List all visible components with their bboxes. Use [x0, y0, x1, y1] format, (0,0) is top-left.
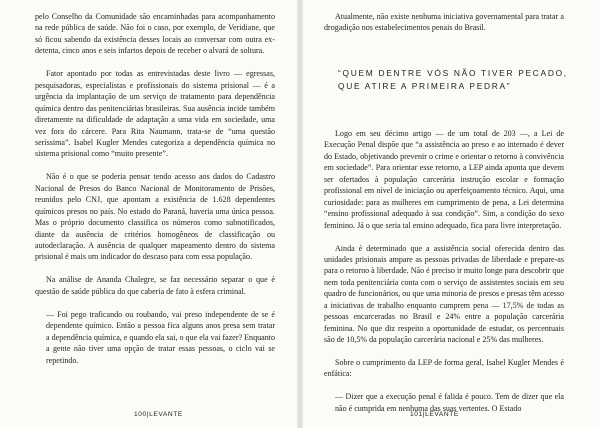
paragraph: Não é o que se poderia pensar tendo acesso aos dados do Cadastro Nacional de Presos do Banco Nacional de Monitoramento de Prisões, reunidos pelo CNJ, que apontam a existência de 1.628 dependentes químicos presos no país. No estado do Paraná, haveria uma única pessoa. Mas o próprio documento classifica os números como subnotificados, diante da ausência de critérios homogêneos de classificação ou autodeclaração. A ausência de qualquer mapeamento dentro do sistema prisional é mais um indicador do descaso para com essa população. [35, 172, 275, 262]
paragraph: Sobre o cumprimento da LEP de forma geral, Isabel Kugler Mendes é enfática: [324, 358, 564, 379]
quote-paragraph: — Foi pego traficando ou roubando, vai preso independente de se é dependente químico. Então a pessoa fica alguns anos presa sem tratar a dependência química, e quando ela sai, o que ela vai fazer? Enquanto a gente não tiver uma opção de tratar essas pessoas, o ciclo vai se repetindo. [46, 309, 275, 365]
left-page-text [35, 11, 275, 366]
paragraph: Atualmente, não existe nenhuma iniciativa governamental para tratar a drogadição nos estabelecimentos penais do Brasil. [324, 12, 564, 33]
right-page-text [324, 128, 564, 414]
left-page-footer: 100|LEVANTE [134, 411, 183, 418]
paragraph: pelo Conselho da Comunidade são encaminhadas para acompanhamento na rede pública de saúde. Não foi o caso, por exemplo, de Veridiane, que só ficou sabendo da existência desses locais ao conversar com outra ex-detenta, cinco anos e seis infartos depois de receber o alvará de soltura. [35, 12, 275, 56]
page-gutter [297, 0, 303, 428]
right-page-footer: 101|LEVANTE [410, 411, 459, 418]
right-page-intro [324, 11, 564, 34]
paragraph: Fator apontado por todas as entrevistadas deste livro — egressas, pesquisadoras, especialistas e profissionais do sistema prisional — é a urgência da implantação de um serviço de tratamento para dependência química dentro das penitenciárias brasileiras. Sua ausência incide também diretamente na dificuldade de adaptação a uma vida em sociedade, uma vez fora do cárcere. Para Rita Naumann, trata-se de “uma questão seríssima”. Isabel Kugler Mendes categoriza a dependência química no sistema prisional como “muito presente”. [35, 69, 275, 159]
paragraph: Logo em seu décimo artigo — de um total de 203 —, a Lei de Execução Penal dispõe que “a assistência ao preso e ao internado é dever do Estado, objetivando prevenir o crime e orientar o retorno à convivência em sociedade”. Para orientar esse retorno, a LEP ainda aponta que devem ser ofertados à população carcerária instrução escolar e formação profissional em nível de iniciação ou aperfeiçoamento técnico. Aqui, uma curiosidade: para as mulheres em cumprimento de pena, a Lei determina “ensino profissional adequado à sua condição”. Sim, a condição do sexo feminino. Já o que seria tal ensino adequado, fica para livre interpretação. [324, 129, 564, 230]
paragraph: Ainda é determinado que a assistência social oferecida dentro das unidades prisionais ampare as pessoas privadas de liberdade e prepare-as para o retorno à liberdade. Não é preciso ir muito longe para descobrir que nem toda penitenciária conta com o serviço de assistentes sociais em seu quadro de funcionários, ou que uma minoria de presos e presas têm acesso a iniciativas de trabalho enquanto cumprem pena — 17,5% de todas as pessoas encarceradas no Brasil e 24% entre a população carcerária feminina. No que diz respeito a oportunidade de estudar, os percentuais são de 10,5% da população carcerária nacional e 25% das mulheres. [324, 243, 564, 345]
quote-paragraph: — Dizer que a execução penal é falida é pouco. Tem de dizer que ela não é cumprida em nenhuma das suas vertentes. O Estado [335, 392, 564, 413]
section-heading: “QUEM DENTRE VÓS NÃO TIVER PECADO, QUE ATIRE A PRIMEIRA PEDRA” [338, 68, 568, 91]
paragraph: Na análise de Ananda Chalegre, se faz necessário separar o que é questão de saúde pública do que caberia de fato à esfera criminal. [35, 275, 275, 296]
